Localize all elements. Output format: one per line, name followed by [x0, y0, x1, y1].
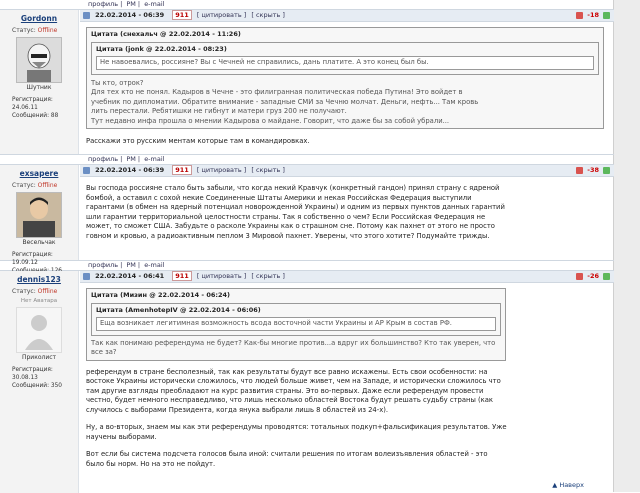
email-link[interactable]: e-mail: [144, 261, 165, 269]
rating: [576, 271, 610, 282]
quote-link[interactable]: цитировать: [201, 166, 242, 174]
avatar: [16, 307, 62, 353]
email-link[interactable]: e-mail: [144, 155, 165, 163]
post-line: гарантами (в обмен на ядерный потенциал новорожденной Украины) и одним из первых пунктов данных гарантий: [86, 203, 505, 211]
profile-link[interactable]: профиль: [88, 261, 119, 269]
nested-quote-header: Цитата (AmenhotepIV @ 22.02.2014 - 06:06): [96, 305, 261, 314]
post-links: профиль | PM | e-mail: [0, 261, 614, 271]
avatar: [16, 192, 62, 238]
user-pane: [0, 10, 79, 154]
nested-quote-header: Цитата (jonk @ 22.02.2014 - 08:23): [96, 44, 227, 53]
quote-link[interactable]: цитировать: [201, 272, 242, 280]
avatar-note: Нет Аватара: [20, 298, 58, 304]
post-gordonn: [0, 10, 614, 155]
post-line: говном и кровью, а радиоактивным пеплом 3 Мировой пахнет. Уверены, что этого хотите? Подумайте трижды.: [86, 231, 490, 240]
nested-quote-text: Еща возникает легитимная возможность всода восточной части Украины и АР Крым в состав РФ.: [96, 317, 496, 331]
right-scroll-area[interactable]: [613, 0, 640, 492]
user-status: Статус: Offline: [12, 27, 58, 34]
user-pane: [0, 165, 79, 266]
post-line: Ну, а во-вторых, знаем мы как эти референдумы проводятся: тотальных подкуп+фальсификация результатов. Уже: [86, 423, 507, 431]
user-meta: Регистрация: 30.08.13 Сообщений: 350: [12, 367, 62, 389]
post-links-top: профиль | PM | e-mail: [0, 0, 614, 10]
post-date: 22.02.2014 - 06:39: [95, 11, 165, 19]
post-link-icon[interactable]: [83, 273, 90, 280]
post-line: честно, будет немного несправедливо, что лишь несколько областей Востока будут решать судьбу страны (как: [86, 396, 494, 404]
quote-line: учебник по дипломатии. Обратите внимание - западные СМИ за Чечню молчат. Деньги, нефть... Там кровь: [91, 97, 479, 106]
email-link[interactable]: e-mail: [144, 0, 165, 8]
username[interactable]: exsapere: [19, 169, 59, 178]
user-status: Статус: Offline: [12, 288, 58, 295]
plus-icon[interactable]: [603, 12, 610, 19]
avatar: [16, 37, 62, 83]
quote-line: Тут недавно инфа прошла о мнении Кадырова о майдане. Говорит, что даже бы за собой убрали...: [91, 116, 450, 125]
post-header: 22.02.2014 - 06:39 911 [ цитировать ] [ скрыть ] -38: [80, 165, 614, 177]
scroll-top-link[interactable]: ▲ Наверх: [552, 481, 584, 489]
minus-icon[interactable]: [576, 12, 583, 19]
rating: [576, 165, 610, 176]
post-date: 22.02.2014 - 06:41: [95, 272, 165, 280]
post-line: случилось с выборами Президента, когда янука выбрали лишь 8 областей из 24-х).: [86, 405, 389, 414]
post-line: бомбой, а оставил с сохой некие Соединенные Штаты Америки и некая Российская Федерация выступили: [86, 193, 472, 202]
hide-link[interactable]: скрыть: [255, 166, 281, 174]
quote-block: [86, 288, 506, 361]
quote-header: Цитата (снехальч @ 22.02.2014 - 11:26): [91, 30, 241, 38]
spacer: [86, 442, 604, 450]
post-line: Вот если бы система подсчета голосов была иной: считали решения по итогам волеизъявления областей - это: [86, 450, 488, 458]
hide-link[interactable]: скрыть: [255, 11, 281, 19]
quote-line: все за?: [91, 348, 117, 356]
post-id[interactable]: 911: [172, 165, 192, 175]
pm-link[interactable]: PM: [126, 155, 136, 163]
user-rank: Весельчак: [22, 239, 56, 246]
post-line: Вы господа россияне стало быть забыли, что когда некий Кравчук (конкретный гандон) принял страну с ядреной: [86, 184, 500, 192]
user-pane: [0, 271, 79, 493]
pm-link[interactable]: PM: [126, 261, 136, 269]
rating-score: -38: [587, 166, 599, 174]
post-line: востоке Украины исторически сложилось, что людей больше живет, чем на Западе, и исторически сложилось что: [86, 377, 501, 385]
profile-link[interactable]: профиль: [88, 155, 119, 163]
post-text: Расскажи это русским ментам которые там в командировках.: [86, 137, 310, 145]
nested-quote: [91, 303, 501, 336]
username[interactable]: Gordonn: [20, 14, 58, 23]
user-rank: Приколист: [21, 354, 57, 361]
post-line: там другие взгляды преобладают на курс развития страны. Это во-первых. Даже если референдум провести: [86, 386, 484, 395]
post-date: 22.02.2014 - 06:39: [95, 166, 165, 174]
quote-header: Цитата (Мизин @ 22.02.2014 - 06:24): [91, 291, 231, 299]
post-line: референдум в стране бесполезный, так как результаты будут все равно искажены. Есть свои особенности: на: [86, 367, 488, 376]
post-line: научены выборами.: [86, 432, 157, 441]
rating-score: -26: [587, 272, 599, 280]
quote-block: [86, 27, 604, 129]
user-meta: Регистрация: 19.09.12: [12, 252, 53, 266]
plus-icon[interactable]: [603, 273, 610, 280]
post-link-icon[interactable]: [83, 12, 90, 19]
nested-quote: [91, 42, 599, 75]
post-link-icon[interactable]: [83, 167, 90, 174]
minus-icon[interactable]: [576, 273, 583, 280]
rating-score: -18: [587, 11, 599, 19]
post-header: 22.02.2014 - 06:41 911 [ цитировать ] [ скрыть ] -26: [80, 271, 614, 283]
portrait-avatar-icon: [17, 193, 61, 237]
post-line: было бы норм. Но на это не пойдут.: [86, 459, 216, 468]
username[interactable]: dennis123: [17, 275, 61, 284]
post-body: [86, 27, 604, 147]
nested-quote-text: Не навоевались, россияне? Вы с Чечней не справились, дань платите. А это конец был бы.: [96, 56, 594, 70]
quote-line: Для тех кто не понял. Кадыров в Чечне - это филигранная политическая победа Путина! Это войдет в: [91, 88, 463, 96]
post-id[interactable]: 911: [172, 10, 192, 20]
quote-line: Ты кто, отрок?: [91, 78, 144, 87]
post-id[interactable]: 911: [172, 271, 192, 281]
quote-link[interactable]: цитировать: [201, 11, 242, 19]
quote-line: лить перестали. Ребятишки не гибнут и матери груз 200 не получают.: [91, 107, 347, 115]
user-status: Статус: Offline: [12, 182, 58, 189]
spacer: [86, 415, 604, 423]
hide-link[interactable]: скрыть: [255, 272, 281, 280]
post-links: профиль | PM | e-mail: [0, 155, 614, 165]
user-rank: Шутник: [26, 84, 52, 91]
default-avatar-icon: [17, 308, 61, 352]
pm-link[interactable]: PM: [126, 0, 136, 8]
rating: [576, 10, 610, 21]
user-meta: Регистрация: 24.06.11 Сообщений: 88: [12, 97, 59, 119]
profile-link[interactable]: профиль: [88, 0, 119, 8]
plus-icon[interactable]: [603, 167, 610, 174]
minus-icon[interactable]: [576, 167, 583, 174]
post-dennis123: [0, 271, 614, 493]
post-header: 22.02.2014 - 06:39 911 [ цитировать ] [ скрыть ] -18: [80, 10, 614, 22]
post-body: [86, 288, 604, 469]
post-body: [86, 184, 604, 241]
post-line: шли гарантии территориальной целостности страны. Так я собственно о чем? Если Российская Федерация не: [86, 212, 486, 221]
quote-line: Так как понимаю референдума не будет? Как-бы многие против...а вдруг их большинство? Кто так уверен, что: [91, 338, 496, 347]
stormtrooper-avatar-icon: [17, 38, 61, 82]
post-line: может, то сможет США. Забудьте о расколе Украины как о страшном сне. Потому как пахнет от этого не просто: [86, 222, 495, 230]
post-text: [86, 368, 604, 470]
